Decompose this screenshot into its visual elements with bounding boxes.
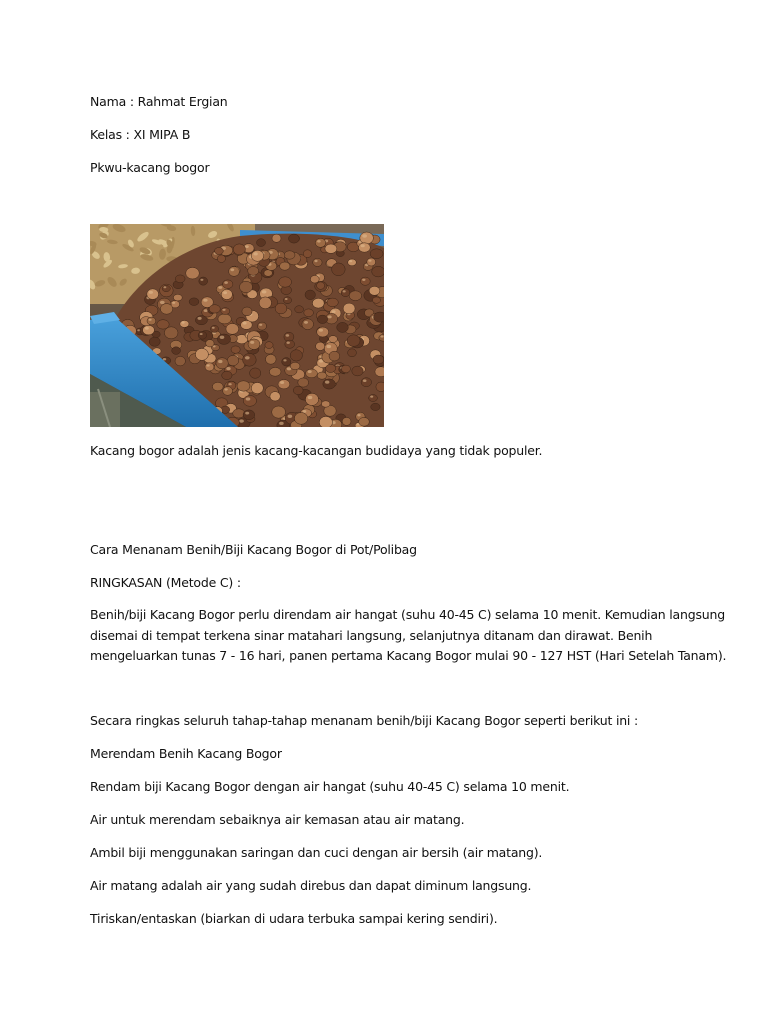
summary-line: Benih/biji Kacang Bogor perlu direndam air hangat (suhu 40-45 C) selama 10 menit. Kemudian langsung bbox=[90, 607, 725, 622]
summary-line: disemai di tempat terkena sinar matahari langsung, selanjutnya ditanam dan dirawat. Benih bbox=[90, 627, 653, 643]
summary-line: mengeluarkan tunas 7 - 16 hari, panen pertama Kacang Bogor mulai 90 - 127 HST (Hari Setelah Tanam). bbox=[90, 648, 727, 663]
step-item: Air untuk merendam sebaiknya air kemasan atau air matang. bbox=[90, 812, 465, 827]
document-subject: Pkwu-kacang bogor bbox=[90, 160, 210, 175]
kacang-bogor-photo bbox=[90, 224, 384, 427]
step-item: Tiriskan/entaskan (biarkan di udara terbuka sampai kering sendiri). bbox=[90, 911, 498, 926]
summary-paragraph bbox=[90, 605, 727, 667]
step-item: Ambil biji menggunakan saringan dan cuci dengan air bersih (air matang). bbox=[90, 845, 543, 860]
step-item: Air matang adalah air yang sudah direbus dan dapat diminum langsung. bbox=[90, 878, 532, 893]
summary-heading: RINGKASAN (Metode C) : bbox=[90, 575, 241, 590]
steps-intro: Secara ringkas seluruh tahap-tahap menanam benih/biji Kacang Bogor seperti berikut ini : bbox=[90, 713, 638, 728]
intro-text: Kacang bogor adalah jenis kacang-kacangan budidaya yang tidak populer. bbox=[90, 443, 543, 458]
section-title: Cara Menanam Benih/Biji Kacang Bogor di Pot/Polibag bbox=[90, 542, 417, 557]
student-class: Kelas : XI MIPA B bbox=[90, 127, 191, 142]
step-heading: Merendam Benih Kacang Bogor bbox=[90, 746, 282, 761]
step-item: Rendam biji Kacang Bogor dengan air hangat (suhu 40-45 C) selama 10 menit. bbox=[90, 779, 570, 794]
student-name: Nama : Rahmat Ergian bbox=[90, 94, 228, 109]
